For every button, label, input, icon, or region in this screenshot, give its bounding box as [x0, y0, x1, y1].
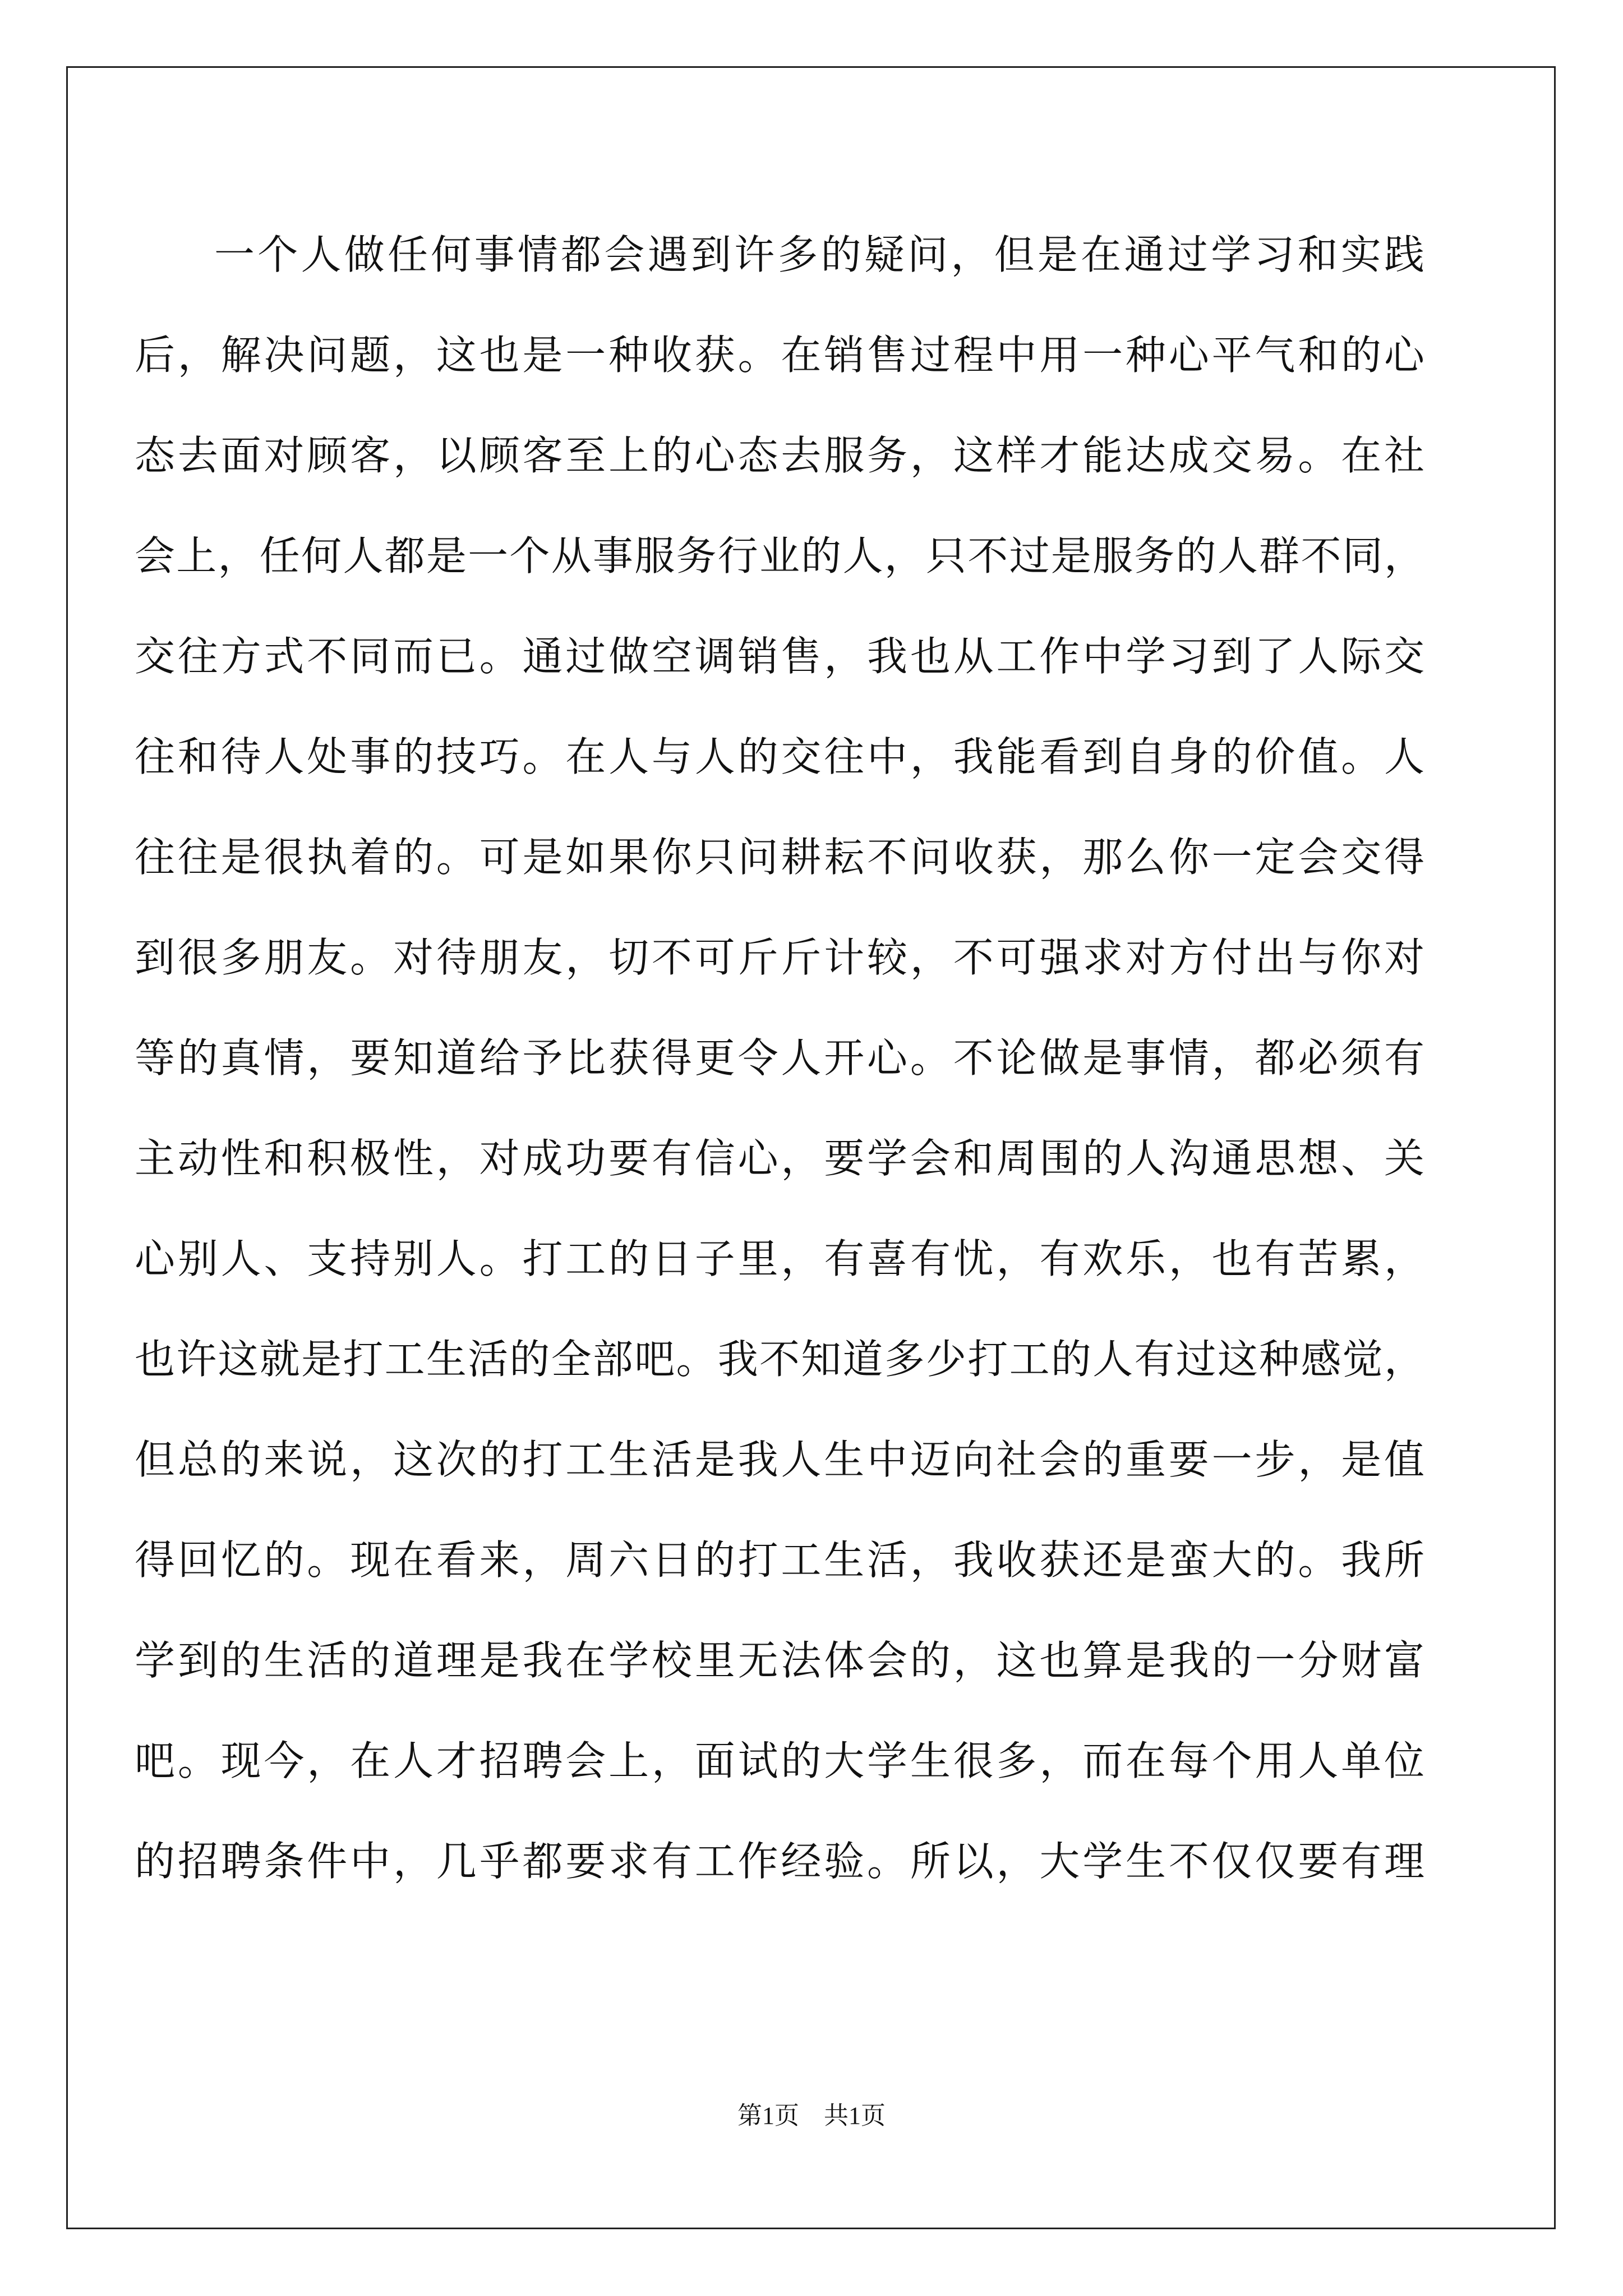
text-line: 交往方式不同而已。通过做空调销售，我也从工作中学习到了人际交: [135, 633, 1424, 680]
text-line: 会上，任何人都是一个从事服务行业的人，只不过是服务的人群不同，: [135, 532, 1424, 579]
page-footer: 第1页 共1页: [737, 2102, 886, 2129]
text-line: 往和待人处事的技巧。在人与人的交往中，我能看到自身的价值。人: [135, 733, 1424, 780]
text-line: 得回忆的。现在看来，周六日的打工生活，我收获还是蛮大的。我所: [135, 1536, 1424, 1584]
text-line: 到很多朋友。对待朋友，切不可斤斤计较，不可强求对方付出与你对: [135, 934, 1424, 981]
text-line: 等的真情，要知道给予比获得更令人开心。不论做是事情，都必须有: [135, 1034, 1424, 1082]
text-line: 态去面对顾客，以顾客至上的心态去服务，这样才能达成交易。在社: [135, 432, 1424, 479]
text-line: 往往是很执着的。可是如果你只问耕耘不问收获，那么你一定会交得: [135, 834, 1424, 881]
text-line: 心别人、支持别人。打工的日子里，有喜有忧，有欢乐，也有苦累，: [135, 1235, 1424, 1282]
text-line: 后，解决问题，这也是一种收获。在销售过程中用一种心平气和的心: [135, 332, 1424, 379]
text-line: 但总的来说，这次的打工生活是我人生中迈向社会的重要一步，是值: [135, 1436, 1424, 1483]
body-paragraph: [135, 205, 1424, 1912]
text-line: 一个人做任何事情都会遇到许多的疑问，但是在通过学习和实践: [214, 231, 1424, 278]
text-line: 也许这就是打工生活的全部吧。我不知道多少打工的人有过这种感觉，: [135, 1336, 1424, 1383]
text-line: 的招聘条件中，几乎都要求有工作经验。所以，大学生不仅仅要有理: [135, 1838, 1424, 1885]
text-line: 主动性和积极性，对成功要有信心，要学会和周围的人沟通思想、关: [135, 1135, 1424, 1182]
text-line: 吧。现今，在人才招聘会上，面试的大学生很多，而在每个用人单位: [135, 1737, 1424, 1784]
text-line: 学到的生活的道理是我在学校里无法体会的，这也算是我的一分财富: [135, 1637, 1424, 1684]
